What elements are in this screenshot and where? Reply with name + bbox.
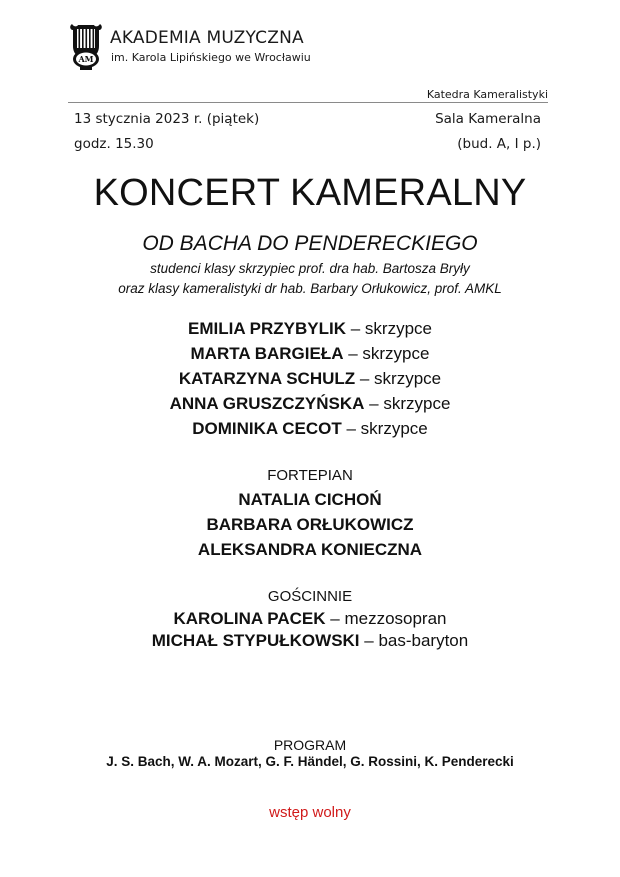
event-venue-detail: (bud. A, I p.): [457, 136, 541, 152]
performer-name: MICHAŁ STYPUŁKOWSKI: [151, 631, 360, 650]
guest-performer: [0, 609, 620, 629]
pianist: [0, 540, 620, 560]
admission-note: wstęp wolny: [269, 804, 351, 821]
header-divider: [68, 102, 548, 103]
lyre-logo-icon: [68, 20, 104, 70]
performer-name: NATALIA CICHOŃ: [238, 490, 382, 509]
section-label-guests: GOŚCINNIE: [267, 588, 353, 605]
performer-name: EMILIA PRZYBYLIK: [187, 319, 347, 338]
guest-performer: [0, 631, 620, 651]
department: Katedra Kameralistyki: [426, 88, 548, 101]
performer-role: – skrzypce: [341, 419, 428, 438]
pianist: [0, 515, 620, 535]
performer-role: – skrzypce: [343, 344, 430, 363]
concert-title: KONCERT KAMERALNY: [93, 172, 527, 214]
institution-subtitle: im. Karola Lipińskiego we Wrocławiu: [111, 51, 311, 64]
performer-name: BARBARA ORŁUKOWICZ: [206, 515, 414, 534]
performer: [0, 319, 620, 339]
performer-role: – skrzypce: [355, 369, 442, 388]
program-composers: J. S. Bach, W. A. Mozart, G. F. Händel, G. Rossini, K. Penderecki: [106, 754, 514, 769]
performer: [0, 344, 620, 364]
performer-name: ANNA GRUSZCZYŃSKA: [169, 394, 365, 413]
performer-name: DOMINIKA CECOT: [192, 419, 342, 438]
description-line: oraz klasy kameralistyki dr hab. Barbary Orłukowicz, prof. AMKL: [118, 281, 502, 296]
pianist: [0, 490, 620, 510]
event-date: 13 stycznia 2023 r. (piątek): [74, 111, 260, 127]
performer-name: ALEKSANDRA KONIECZNA: [197, 540, 423, 559]
performer-name: KAROLINA PACEK: [173, 609, 326, 628]
performer: [0, 369, 620, 389]
institution-name: AKADEMIA MUZYCZNA: [110, 28, 304, 48]
performer: [0, 419, 620, 439]
performer: [0, 394, 620, 414]
performer-role: – bas-baryton: [359, 631, 469, 650]
svg-text:AM: AM: [78, 54, 94, 64]
event-venue: Sala Kameralna: [435, 111, 541, 127]
section-label-piano: FORTEPIAN: [267, 467, 353, 484]
performer-role: – skrzypce: [364, 394, 451, 413]
description-line: studenci klasy skrzypiec prof. dra hab. Bartosza Bryły: [150, 261, 470, 276]
performer-role: – mezzosopran: [325, 609, 447, 628]
concert-subtitle: OD BACHA DO PENDERECKIEGO: [142, 232, 478, 255]
event-time: godz. 15.30: [74, 136, 154, 152]
performer-name: KATARZYNA SCHULZ: [178, 369, 356, 388]
section-label-program: PROGRAM: [273, 737, 347, 753]
performer-role: – skrzypce: [346, 319, 433, 338]
performer-name: MARTA BARGIEŁA: [190, 344, 344, 363]
